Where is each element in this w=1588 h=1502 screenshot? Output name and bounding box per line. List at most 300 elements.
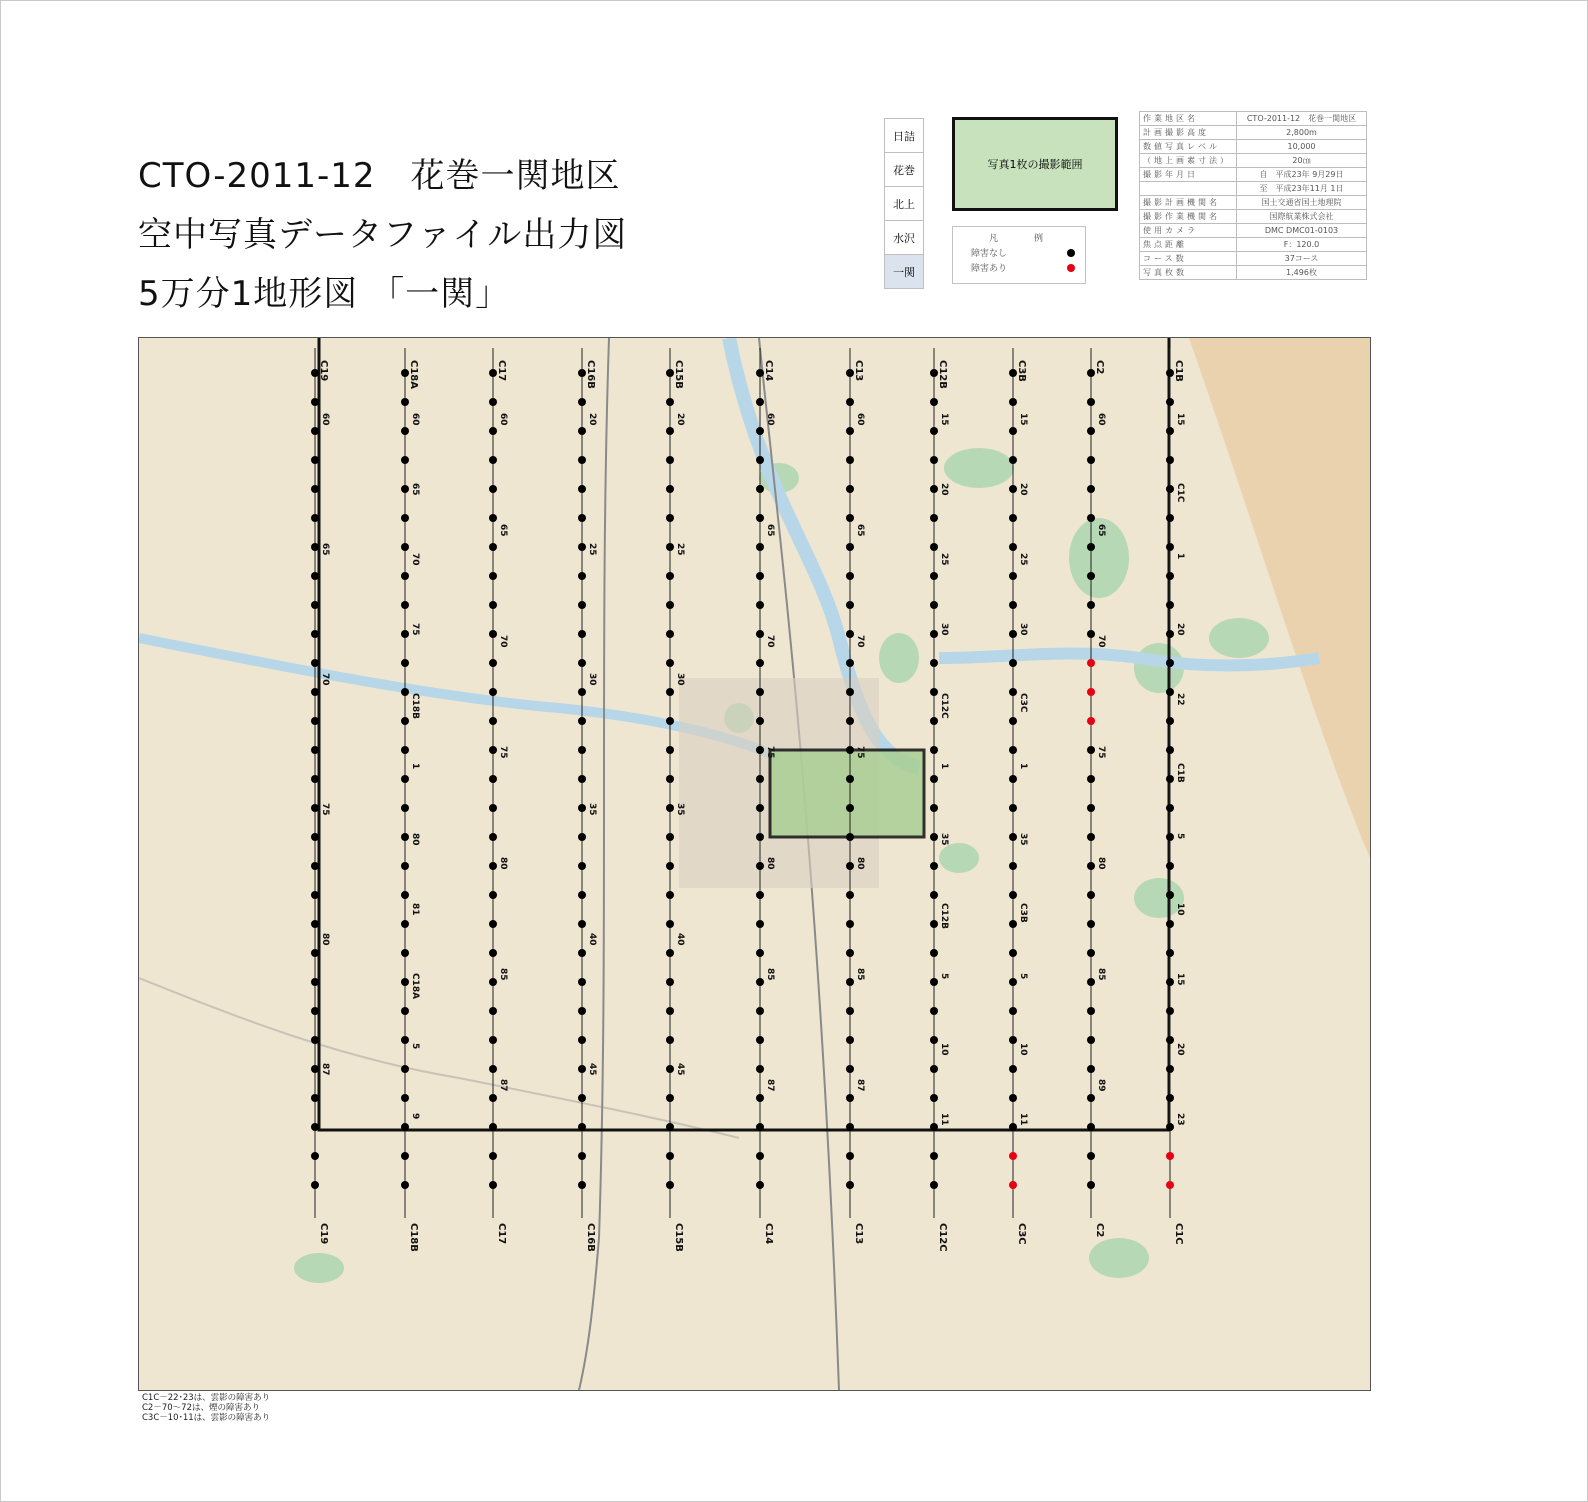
info-key: 写真枚数 — [1140, 266, 1237, 280]
legend-label-ok: 障害なし — [971, 249, 1008, 259]
photo-point — [578, 804, 586, 812]
photo-point — [846, 630, 854, 638]
photo-point — [1009, 543, 1017, 551]
photo-number-label: 30 — [1018, 623, 1028, 636]
photo-point — [666, 659, 674, 667]
info-key: 撮影作業機関名 — [1140, 210, 1237, 224]
photo-point — [846, 398, 854, 406]
info-key: 焦点距離 — [1140, 238, 1237, 252]
photo-point — [666, 1007, 674, 1015]
photo-point — [578, 978, 586, 986]
photo-number-label: 85 — [498, 968, 508, 981]
photo-point — [1166, 1152, 1174, 1160]
photo-point — [666, 833, 674, 841]
photo-point — [311, 572, 319, 580]
photo-point — [846, 717, 854, 725]
photo-point — [401, 688, 409, 696]
photo-point — [311, 746, 319, 754]
photo-point — [930, 659, 938, 667]
index-sheet-hanamaki[interactable]: 花巻 — [884, 152, 924, 186]
photo-number-label: 60 — [765, 413, 775, 426]
photo-point — [1009, 514, 1017, 522]
photo-number-label: 1 — [1175, 553, 1185, 560]
photo-point — [666, 1094, 674, 1102]
photo-number-label: 25 — [939, 553, 949, 566]
photo-point — [401, 1152, 409, 1160]
photo-point — [489, 949, 497, 957]
photo-point — [846, 1007, 854, 1015]
info-row — [1140, 224, 1367, 238]
photo-point — [1009, 1181, 1017, 1189]
photo-number-label: 35 — [587, 803, 597, 816]
photo-point — [1087, 1007, 1095, 1015]
photo-point — [930, 485, 938, 493]
photo-number-label: 5 — [939, 973, 949, 980]
forest-patch — [944, 448, 1014, 488]
photo-number-label: 45 — [675, 1063, 685, 1076]
photo-point — [401, 891, 409, 899]
info-value: 2,800m — [1237, 126, 1367, 140]
info-key: （地上画素寸法） — [1140, 154, 1237, 168]
photo-number-label: 5 — [1018, 973, 1028, 980]
note-line: C2－70～72は、煙の障害あり — [142, 1403, 260, 1413]
photo-coverage-label: 写真1枚の撮影範囲 — [987, 158, 1083, 171]
photo-number-label: 70 — [765, 635, 775, 648]
photo-point — [1009, 1094, 1017, 1102]
photo-point — [578, 1152, 586, 1160]
photo-point — [1087, 862, 1095, 870]
photo-point — [401, 1036, 409, 1044]
title-line-1: CTO-2011-12 花巻一関地区 — [138, 156, 621, 196]
photo-number-label: 70 — [1096, 635, 1106, 648]
photo-point — [666, 543, 674, 551]
photo-point — [401, 659, 409, 667]
photo-point — [846, 456, 854, 464]
photo-point — [489, 978, 497, 986]
photo-number-label: C3C — [1018, 693, 1028, 713]
index-sheet-kitakami[interactable]: 北上 — [884, 186, 924, 220]
index-sheet-mizusawa[interactable]: 水沢 — [884, 220, 924, 254]
photo-point — [846, 1065, 854, 1073]
info-row — [1140, 154, 1367, 168]
photo-number-label: 60 — [1096, 413, 1106, 426]
photo-point — [401, 804, 409, 812]
photo-point — [1166, 833, 1174, 841]
photo-point — [756, 775, 764, 783]
photo-number-label: 25 — [675, 543, 685, 556]
photo-point — [1087, 1181, 1095, 1189]
photo-point — [930, 1036, 938, 1044]
photo-number-label: 75 — [498, 746, 508, 759]
photo-number-label: 70 — [320, 673, 330, 686]
photo-number-label: C3B — [1018, 903, 1028, 923]
photo-point — [1166, 398, 1174, 406]
photo-point — [489, 659, 497, 667]
photo-point — [756, 1123, 764, 1131]
photo-point — [489, 891, 497, 899]
info-value: 37コース — [1237, 252, 1367, 266]
photo-point — [666, 688, 674, 696]
photo-number-label: C18A — [410, 973, 420, 1000]
photo-number-label: 85 — [765, 968, 775, 981]
photo-point — [401, 1094, 409, 1102]
course-label-top: C18A — [408, 360, 419, 389]
photo-point — [1009, 398, 1017, 406]
photo-point — [311, 601, 319, 609]
photo-number-label: 87 — [498, 1079, 508, 1092]
photo-point — [489, 1065, 497, 1073]
info-key: 作業地区名 — [1140, 112, 1237, 126]
photo-point — [1166, 920, 1174, 928]
photo-point — [1009, 485, 1017, 493]
course-label-top: C2 — [1094, 360, 1105, 375]
info-value: 国土交通省国土地理院 — [1237, 196, 1367, 210]
photo-point — [930, 1181, 938, 1189]
info-key: コース数 — [1140, 252, 1237, 266]
photo-point — [1009, 572, 1017, 580]
photo-point — [846, 485, 854, 493]
photo-number-label: 23 — [1175, 1113, 1185, 1126]
photo-point — [846, 978, 854, 986]
photo-number-label: C18B — [410, 693, 420, 719]
title-line-2: 空中写真データファイル出力図 — [138, 215, 628, 255]
photo-point — [311, 1036, 319, 1044]
photo-point — [578, 543, 586, 551]
photo-point — [311, 456, 319, 464]
photo-number-label: 70 — [855, 635, 865, 648]
photo-point — [1087, 485, 1095, 493]
photo-point — [666, 746, 674, 754]
photo-point — [1009, 804, 1017, 812]
photo-point — [930, 949, 938, 957]
course-label-top: C12B — [937, 360, 948, 389]
info-row — [1140, 238, 1367, 252]
photo-number-label: 20 — [939, 483, 949, 496]
photo-point — [930, 978, 938, 986]
photo-point — [666, 398, 674, 406]
photo-point — [401, 601, 409, 609]
photo-point — [930, 601, 938, 609]
forest-patch — [1209, 618, 1269, 658]
photo-number-label: 30 — [939, 623, 949, 636]
photo-number-label: 85 — [1096, 968, 1106, 981]
photo-number-label: 1 — [410, 763, 420, 770]
photo-point — [1009, 1007, 1017, 1015]
photo-point — [1166, 717, 1174, 725]
photo-point — [1087, 775, 1095, 783]
index-sheet-ichinoseki[interactable]: 一関 — [884, 254, 924, 289]
photo-point — [1166, 485, 1174, 493]
photo-point — [1009, 775, 1017, 783]
photo-point — [1087, 1065, 1095, 1073]
photo-point — [401, 514, 409, 522]
photo-point — [578, 891, 586, 899]
photo-point — [1009, 601, 1017, 609]
photo-number-label: 10 — [1018, 1043, 1028, 1056]
course-label-bottom: C17 — [496, 1223, 507, 1245]
photo-point — [756, 543, 764, 551]
photo-point — [578, 717, 586, 725]
course-label-bottom: C13 — [853, 1223, 864, 1245]
photo-point — [756, 630, 764, 638]
photo-number-label: 80 — [1096, 857, 1106, 870]
photo-point — [846, 775, 854, 783]
index-sheet-hizume[interactable]: 日詰 — [884, 118, 924, 152]
photo-number-label: 35 — [675, 803, 685, 816]
photo-point — [489, 1181, 497, 1189]
photo-point — [1166, 1065, 1174, 1073]
photo-point — [1087, 398, 1095, 406]
photo-number-label: 75 — [855, 746, 865, 759]
photo-point — [666, 862, 674, 870]
photo-point — [666, 456, 674, 464]
photo-point — [401, 485, 409, 493]
photo-point — [1087, 514, 1095, 522]
photo-point — [930, 456, 938, 464]
course-label-top: C19 — [318, 360, 329, 382]
photo-number-label: 5 — [1175, 833, 1185, 840]
photo-point — [1009, 978, 1017, 986]
photo-point — [1009, 891, 1017, 899]
course-label-top: C1B — [1173, 360, 1184, 382]
photo-point — [756, 1007, 764, 1015]
photo-point — [930, 688, 938, 696]
photo-number-label: 60 — [320, 413, 330, 426]
photo-number-label: 20 — [1175, 1043, 1185, 1056]
photo-point — [1009, 1036, 1017, 1044]
photo-point — [756, 1094, 764, 1102]
info-value: 20㎝ — [1237, 154, 1367, 168]
photo-number-label: 9 — [410, 1113, 420, 1120]
photo-point — [756, 369, 764, 377]
photo-number-label: 75 — [320, 803, 330, 816]
photo-point — [666, 1123, 674, 1131]
photo-point — [1087, 1094, 1095, 1102]
info-row — [1140, 266, 1367, 280]
photo-point — [489, 630, 497, 638]
index-map — [884, 118, 924, 289]
course-label-bottom: C1C — [1173, 1223, 1184, 1245]
legend-item-obstructed — [953, 259, 1085, 274]
photo-point — [401, 978, 409, 986]
photo-point — [489, 862, 497, 870]
photo-number-label: 25 — [1018, 553, 1028, 566]
photo-point — [401, 369, 409, 377]
photo-point — [401, 920, 409, 928]
photo-number-label: 40 — [675, 933, 685, 946]
photo-point — [578, 427, 586, 435]
photo-point — [930, 1152, 938, 1160]
photo-number-label: 87 — [765, 1079, 775, 1092]
course-label-top: C17 — [496, 360, 507, 382]
photo-point — [846, 601, 854, 609]
info-key: 撮影年月日 — [1140, 168, 1237, 182]
info-row — [1140, 112, 1367, 126]
photo-number-label: 65 — [410, 483, 420, 496]
photo-point — [756, 920, 764, 928]
photo-point — [401, 1123, 409, 1131]
photo-point — [1087, 601, 1095, 609]
photo-point — [489, 398, 497, 406]
legend-title: 凡 例 — [988, 234, 1049, 244]
forest-patch — [294, 1253, 344, 1283]
photo-point — [489, 717, 497, 725]
photo-point — [1087, 659, 1095, 667]
photo-point — [578, 688, 586, 696]
photo-point — [1087, 1036, 1095, 1044]
photo-number-label: 35 — [939, 833, 949, 846]
photo-point — [489, 543, 497, 551]
photo-point — [311, 659, 319, 667]
photo-point — [401, 1007, 409, 1015]
photo-point — [401, 1181, 409, 1189]
photo-point — [1166, 1181, 1174, 1189]
photo-point — [1166, 427, 1174, 435]
photo-point — [311, 514, 319, 522]
photo-point — [578, 746, 586, 754]
photo-point — [489, 833, 497, 841]
photo-point — [930, 398, 938, 406]
photo-point — [311, 485, 319, 493]
photo-point — [489, 804, 497, 812]
photo-number-label: 20 — [587, 413, 597, 426]
photo-point — [311, 949, 319, 957]
photo-point — [311, 1007, 319, 1015]
photo-point — [1009, 1065, 1017, 1073]
info-key: 計画撮影高度 — [1140, 126, 1237, 140]
photo-point — [846, 1123, 854, 1131]
photo-point — [1166, 369, 1174, 377]
photo-point — [846, 1152, 854, 1160]
photo-point — [846, 543, 854, 551]
photo-point — [666, 572, 674, 580]
info-value: 国際航業株式会社 — [1237, 210, 1367, 224]
photo-point — [401, 630, 409, 638]
photo-coverage-example — [770, 750, 924, 837]
photo-point — [578, 398, 586, 406]
photo-point — [1166, 514, 1174, 522]
photo-number-label: 60 — [410, 413, 420, 426]
photo-point — [311, 543, 319, 551]
photo-point — [930, 369, 938, 377]
photo-point — [401, 717, 409, 725]
photo-point — [846, 891, 854, 899]
photo-point — [311, 688, 319, 696]
photo-point — [846, 920, 854, 928]
photo-point — [756, 398, 764, 406]
photo-point — [846, 1036, 854, 1044]
photo-point — [311, 775, 319, 783]
photo-point — [930, 572, 938, 580]
photo-number-label: 75 — [765, 746, 775, 759]
forest-patch — [939, 843, 979, 873]
photo-point — [1087, 746, 1095, 754]
photo-point — [489, 688, 497, 696]
photo-point — [1009, 717, 1017, 725]
photo-number-label: 65 — [498, 524, 508, 537]
photo-point — [578, 630, 586, 638]
info-key: 使用カメラ — [1140, 224, 1237, 238]
photo-point — [401, 398, 409, 406]
course-label-bottom: C2 — [1094, 1223, 1105, 1238]
photo-point — [311, 1181, 319, 1189]
photo-point — [489, 485, 497, 493]
info-value: 1,496枚 — [1237, 266, 1367, 280]
photo-point — [578, 862, 586, 870]
photo-point — [401, 572, 409, 580]
photo-point — [489, 1007, 497, 1015]
photo-point — [930, 862, 938, 870]
photo-point — [666, 1181, 674, 1189]
info-key — [1140, 182, 1237, 196]
info-value: 自 平成23年 9月29日 — [1237, 168, 1367, 182]
photo-point — [578, 1181, 586, 1189]
photo-point — [578, 456, 586, 464]
photo-point — [1166, 891, 1174, 899]
photo-point — [756, 717, 764, 725]
photo-point — [756, 1181, 764, 1189]
photo-point — [1087, 833, 1095, 841]
photo-number-label: 15 — [1175, 973, 1185, 986]
photo-point — [311, 717, 319, 725]
info-key: 撮影計画機関名 — [1140, 196, 1237, 210]
photo-point — [311, 978, 319, 986]
photo-number-label: 20 — [1018, 483, 1028, 496]
photo-point — [1087, 1152, 1095, 1160]
photo-number-label: 65 — [1096, 524, 1106, 537]
photo-point — [1166, 630, 1174, 638]
photo-point — [489, 1036, 497, 1044]
photo-point — [489, 514, 497, 522]
title-line-3: 5万分1地形図 「一関」 — [138, 274, 511, 314]
photo-point — [311, 427, 319, 435]
photo-point — [846, 804, 854, 812]
photo-point — [578, 601, 586, 609]
photo-point — [666, 775, 674, 783]
photo-point — [1009, 369, 1017, 377]
photo-number-label: 15 — [1018, 413, 1028, 426]
photo-number-label: 80 — [498, 857, 508, 870]
photo-point — [578, 514, 586, 522]
course-label-bottom: C12C — [937, 1223, 948, 1252]
photo-point — [1009, 688, 1017, 696]
photo-point — [1166, 572, 1174, 580]
photo-coverage-box — [952, 117, 1118, 211]
course-label-top: C16B — [585, 360, 596, 389]
photo-point — [930, 833, 938, 841]
photo-number-label: 40 — [587, 933, 597, 946]
info-value: 10,000 — [1237, 140, 1367, 154]
photo-number-label: 30 — [675, 673, 685, 686]
photo-number-label: C1B — [1175, 763, 1185, 783]
course-label-bottom: C16B — [585, 1223, 596, 1252]
photo-number-label: 89 — [1096, 1079, 1106, 1092]
photo-number-label: 1 — [939, 763, 949, 770]
photo-point — [756, 746, 764, 754]
info-row — [1140, 140, 1367, 154]
info-value: DMC DMC01-0103 — [1237, 224, 1367, 238]
photo-point — [311, 369, 319, 377]
photo-point — [1166, 659, 1174, 667]
photo-point — [666, 717, 674, 725]
photo-point — [401, 543, 409, 551]
photo-point — [489, 775, 497, 783]
photo-number-label: 35 — [1018, 833, 1028, 846]
photo-point — [489, 1123, 497, 1131]
photo-point — [311, 833, 319, 841]
photo-point — [930, 775, 938, 783]
photo-point — [930, 1065, 938, 1073]
